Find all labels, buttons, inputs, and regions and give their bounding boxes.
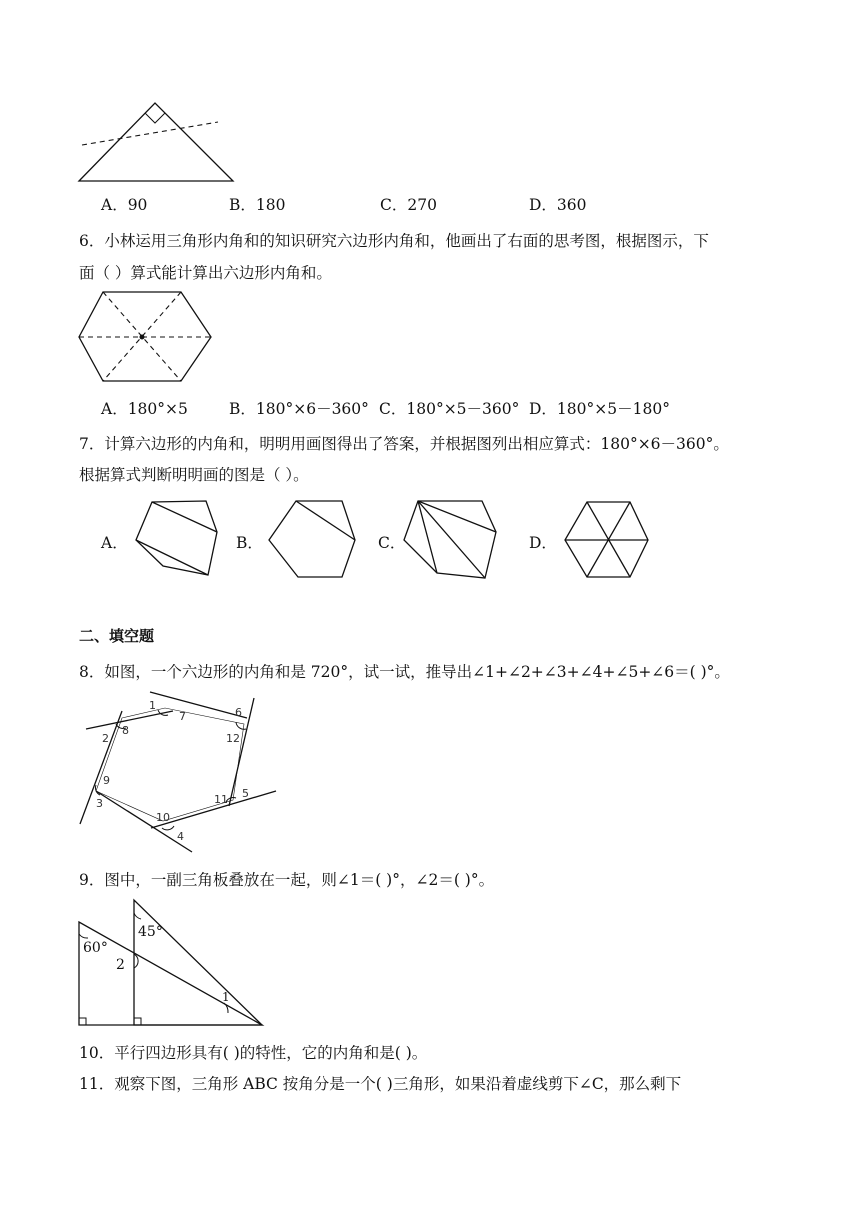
svg-text:3: 3 [96,797,103,810]
svg-text:1: 1 [222,990,230,1004]
q7-option-a[interactable]: A． [101,534,128,552]
svg-text:11: 11 [214,793,228,806]
q9-question: 9．图中，一副三角板叠放在一起，则∠1＝( )°，∠2＝( )°。 [79,871,495,889]
q6-question-line2: 面（ ）算式能计算出六边形内角和。 [79,264,332,282]
q6-question-line1: 6．小林运用三角形内角和的知识研究六边形内角和，他画出了右面的思考图，根据图示，下 [79,232,709,250]
svg-text:5: 5 [242,787,249,800]
svg-text:8: 8 [122,724,129,737]
q7-question-line2: 根据算式判断明明画的图是（ ）。 [79,466,309,484]
svg-text:9: 9 [103,774,110,787]
q8-question: 8．如图，一个六边形的内角和是 720°，试一试，推导出∠1+∠2+∠3+∠4+∠5+∠6＝( )°。 [79,663,730,681]
svg-text:60°: 60° [83,940,108,956]
q5-option-d[interactable]: D．360 [529,196,587,214]
q6-option-d[interactable]: D．180°×5－180° [529,400,670,418]
svg-text:2: 2 [102,732,109,745]
q7-option-b[interactable]: B． [236,534,263,552]
q6-option-a[interactable]: A．180°×5 [101,400,188,418]
q5-option-c[interactable]: C．270 [380,196,437,214]
q7-option-c[interactable]: C． [378,534,406,552]
svg-text:12: 12 [226,732,240,745]
svg-text:2: 2 [116,957,125,973]
svg-text:7: 7 [179,710,186,723]
q5-option-a[interactable]: A．90 [101,196,148,214]
svg-text:45°: 45° [138,924,163,940]
svg-text:1: 1 [149,699,156,712]
q5-option-b[interactable]: B．180 [229,196,286,214]
q11-question: 11．观察下图，三角形 ABC 按角分是一个( )三角形，如果沿着虚线剪下∠C，那么剩下 [79,1075,682,1093]
q6-option-c[interactable]: C．180°×5－360° [379,400,520,418]
q7-option-d[interactable]: D． [529,534,557,552]
section-title: 二、填空题 [79,627,155,645]
q6-option-b[interactable]: B．180°×6－360° [229,400,369,418]
q7-question-line1: 7．计算六边形的内角和，明明用画图得出了答案，并根据图列出相应算式：180°×6－360°。 [79,435,729,453]
svg-text:4: 4 [177,830,184,843]
q10-question: 10．平行四边形具有( )的特性，它的内角和是( )。 [79,1044,428,1062]
svg-text:10: 10 [156,811,170,824]
svg-text:6: 6 [235,706,242,719]
